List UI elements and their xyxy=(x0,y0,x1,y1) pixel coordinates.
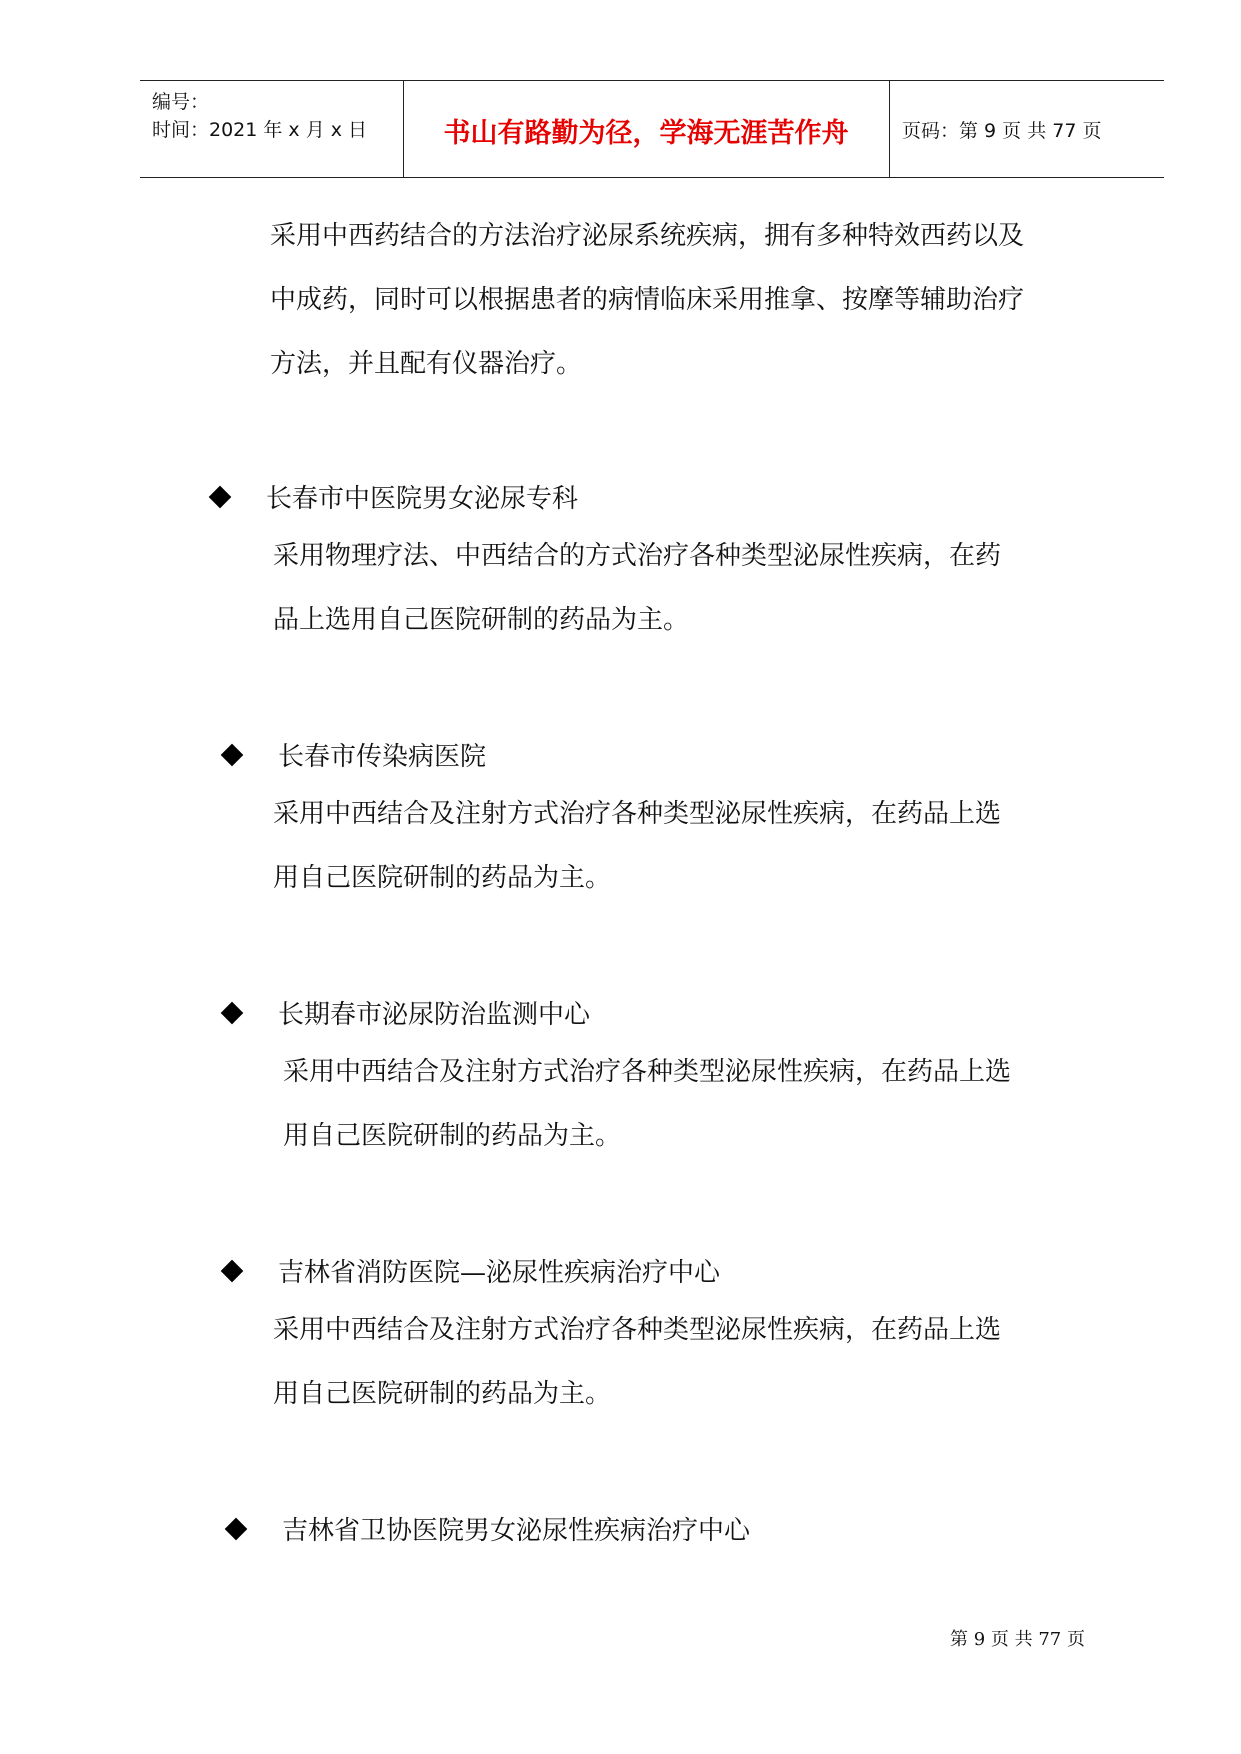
section-paragraph xyxy=(273,782,1001,910)
section-title: 长期春市泌尿防治监测中心 xyxy=(278,1000,591,1030)
paragraph-line: 采用物理疗法、中西结合的方式治疗各种类型泌尿性疾病，在药 xyxy=(273,541,1002,571)
section-paragraph xyxy=(273,1298,1001,1426)
section-title: 长春市中医院男女泌尿专科 xyxy=(266,484,579,514)
header-meta-cell xyxy=(140,81,404,177)
section-title: 吉林省卫协医院男女泌尿性疾病治疗中心 xyxy=(282,1516,751,1546)
section-title: 长春市传染病医院 xyxy=(278,742,487,772)
section-heading xyxy=(224,994,590,1031)
diamond-bullet-icon xyxy=(209,485,232,508)
paragraph-line: 采用中西结合及注射方式治疗各种类型泌尿性疾病，在药品上选 xyxy=(283,1057,1012,1087)
section-paragraph xyxy=(283,1040,1011,1168)
diamond-bullet-icon xyxy=(225,1517,248,1540)
header-motto: 书山有路勤为径，学海无涯苦作舟 xyxy=(443,118,849,149)
paragraph-line: 用自己医院研制的药品为主。 xyxy=(273,863,612,893)
paragraph-line: 用自己医院研制的药品为主。 xyxy=(283,1121,622,1151)
header-motto-cell xyxy=(403,81,890,177)
paragraph-line: 采用中西结合及注射方式治疗各种类型泌尿性疾病，在药品上选 xyxy=(273,799,1002,829)
diamond-bullet-icon xyxy=(221,743,244,766)
intro-paragraph xyxy=(270,204,1024,396)
document-time-label: 时间：2021 年 x 月 x 日 xyxy=(152,119,368,141)
paragraph-line: 采用中西药结合的方法治疗泌尿系统疾病，拥有多种特效西药以及 xyxy=(270,221,1025,251)
header-page-cell xyxy=(890,81,1164,177)
header-page-info: 页码：第 9 页 共 77 页 xyxy=(902,120,1102,142)
diamond-bullet-icon xyxy=(221,1001,244,1024)
section-heading xyxy=(224,1252,720,1289)
section-heading xyxy=(228,1510,750,1547)
section-heading xyxy=(224,736,486,773)
paragraph-line: 用自己医院研制的药品为主。 xyxy=(273,1379,612,1409)
paragraph-line: 方法，并且配有仪器治疗。 xyxy=(270,349,583,379)
paragraph-line: 中成药，同时可以根据患者的病情临床采用推拿、按摩等辅助治疗 xyxy=(270,285,1025,315)
page-header xyxy=(140,80,1164,178)
diamond-bullet-icon xyxy=(221,1259,244,1282)
document-number-label: 编号： xyxy=(152,91,210,113)
page-footer: 第 9 页 共 77 页 xyxy=(950,1629,1085,1650)
section-heading xyxy=(212,478,578,515)
section-paragraph xyxy=(273,524,1001,652)
paragraph-line: 采用中西结合及注射方式治疗各种类型泌尿性疾病，在药品上选 xyxy=(273,1315,1002,1345)
paragraph-line: 品上选用自己医院研制的药品为主。 xyxy=(273,605,690,635)
section-title: 吉林省消防医院—泌尿性疾病治疗中心 xyxy=(278,1258,721,1288)
